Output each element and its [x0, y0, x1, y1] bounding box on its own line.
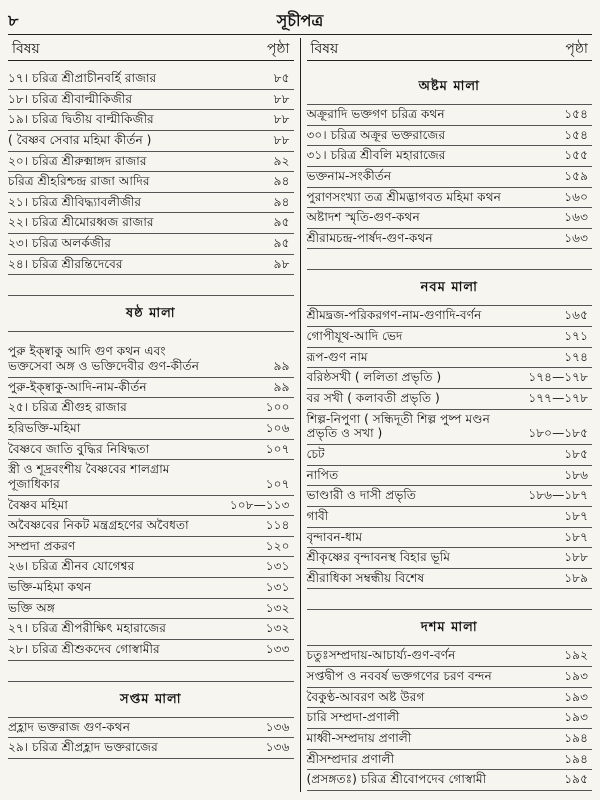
toc-entry [307, 105, 593, 126]
toc-entry-title: হরিভক্তি-মহিমা [8, 420, 81, 435]
toc-entry-page: ৮৮ [273, 132, 290, 147]
toc-entry [8, 213, 294, 234]
toc-entry-title: ২৬। চরিত্র শ্রীনব যোগেশ্বর [8, 559, 135, 574]
toc-entry-title: গোপীযূথ-আদি ভেদ [306, 329, 403, 344]
toc-entry-page: ১৫৯ [564, 168, 588, 183]
toc-entry-title: ২৩। চরিত্র অলর্কজীর [8, 236, 111, 251]
right-column-header [307, 38, 593, 61]
toc-entry-title: নাপিত [306, 467, 339, 482]
toc-entry-title: অবৈষ্ণবের নিকট মন্ত্রগ্রহণের অবৈধতা [8, 518, 189, 533]
toc-entry-title: পুরু ইক্ষ্বাকু আদি গুণ কথন এবং ভক্তসেবা অঙ্গ ও ভক্তিদেবীর গুণ-কীর্তন [8, 344, 199, 374]
toc-entry-page: ৯৯ [273, 359, 290, 374]
toc-entry [8, 516, 294, 537]
toc-entry [8, 131, 294, 152]
toc-entry-page: ১৯২ [564, 648, 588, 663]
toc-entry [8, 378, 294, 399]
toc-entry [307, 229, 593, 250]
toc-entry-page: ১৮৬ [564, 467, 588, 482]
toc-entry-page: ১৩২ [265, 621, 290, 636]
toc-entry-title: ( বৈষ্ণব সেবার মহিমা কীর্তন ) [8, 132, 152, 147]
toc-entry-title: শিল্প-নিপুণা ( সন্ধিদূতী শিল্প পুষ্প মণ্ডন প্রভৃতি ও সখা ) [306, 411, 490, 441]
toc-entry-page: ১১৪ [265, 518, 290, 533]
toc-entry-title: ভক্তনাম-সংকীর্তন [306, 168, 392, 183]
toc-entry-title: চেট [306, 446, 325, 461]
toc-entry-page: ১৯৫ [564, 772, 588, 787]
page-number: ৮ [8, 10, 19, 30]
toc-entry [8, 342, 294, 377]
toc-entry-title: ৩১। চরিত্র শ্রীবলি মহারাজের [306, 148, 446, 163]
toc-entry-title: ১৯। চরিত্র দ্বিতীয় বাল্মীকিজীর [8, 112, 154, 127]
toc-entry-page: ১০৮—১১৩ [229, 497, 290, 512]
toc-entry-page: ১৩৬ [265, 740, 290, 755]
toc-entry-title: পুরু-ইক্ষ্বাকু-আদি-নাম-কীর্তন [8, 379, 147, 394]
toc-entry [307, 466, 593, 487]
toc-entry [8, 738, 294, 759]
toc-entry-page: ১৯৪ [564, 731, 588, 746]
toc-entry-page: ১৬৫ [564, 308, 588, 323]
toc-entry [307, 327, 593, 348]
toc-entry [8, 110, 294, 131]
toc-entry-page: ১৩৩ [265, 642, 290, 657]
toc-entry-title: (প্রসঙ্গতঃ) চরিত্র শ্রীবোপদেব গোস্বামী [306, 772, 487, 787]
toc-entry-page: ১৩১ [265, 559, 290, 574]
toc-entry-page: ১৮৭ [564, 529, 588, 544]
toc-entry-title: শ্রীরামচন্দ্র-পার্ষদ-গুণ-কথন [306, 230, 433, 245]
toc-entry [307, 646, 593, 667]
toc-entry [307, 688, 593, 709]
toc-entry [307, 667, 593, 688]
toc-list [307, 646, 593, 790]
toc-entry [307, 750, 593, 771]
toc-entry [8, 440, 294, 461]
toc-entry [8, 619, 294, 640]
toc-entry [307, 569, 593, 590]
toc-entry [8, 398, 294, 419]
toc-entry-page: ১৩২ [265, 600, 290, 615]
toc-entry-title: ভক্তি-মহিমা কথন [8, 580, 92, 595]
toc-entry [307, 507, 593, 528]
right-column [301, 38, 593, 792]
toc-entry-title: ২৭। চরিত্র শ্রীপরীক্ষিৎ মহারাজের [8, 621, 167, 636]
toc-entry-title: ২৫। চরিত্র শ্রীগুহ রাজার [8, 400, 127, 415]
toc-entry-page: ১৮৯ [564, 570, 588, 585]
toc-entry-title: বরিষ্ঠসখী ( ললিতা প্রভৃতি ) [306, 370, 442, 385]
toc-entry-page: ৯৯ [273, 379, 290, 394]
toc-entry-title: অক্রূরাদি ভক্তগণ চরিত্র কথন [306, 107, 445, 121]
toc-entry-page: ১৯৪ [564, 751, 588, 766]
section-heading: সপ্তম মালা [8, 682, 294, 718]
toc-entry-title: পুরাণসংখ্যা তত্র শ্রীমদ্ভাগবত মহিমা কথন [306, 189, 501, 204]
toc-entry [8, 172, 294, 193]
toc-entry-page: ১৭৪ [564, 349, 588, 364]
toc-entry-page: ১৭৪—১৭৮ [528, 370, 588, 385]
toc-entry-page: ১৮৫ [564, 446, 588, 461]
toc-list [307, 105, 593, 249]
toc-entry-page: ৯৪ [273, 194, 290, 209]
toc-entry [307, 708, 593, 729]
toc-entry [307, 126, 593, 147]
toc-entry-page: ১৮৮ [564, 550, 588, 565]
toc-entry-page: ১৬৩ [564, 230, 588, 245]
toc-entry-page: ১৫৫ [564, 148, 588, 163]
toc-entry-title: শ্রীরাধিকা সম্বন্ধীয় বিশেষ [306, 570, 425, 585]
toc-entry [8, 419, 294, 440]
toc-page [8, 8, 592, 792]
toc-entry [8, 496, 294, 517]
toc-entry-page: ১৮০—১৮৫ [528, 426, 588, 441]
toc-entry [8, 69, 294, 90]
toc-entry-title: ২৮। চরিত্র শ্রীশুকদেব গোস্বামীর [8, 642, 160, 657]
section-heading: অষ্টম মালা [307, 69, 593, 105]
toc-entry [8, 90, 294, 111]
left-column-header [8, 38, 294, 61]
toc-entry-page: ৯৫ [273, 215, 290, 230]
page-title: সূচীপত্র [276, 10, 324, 30]
page-label: পৃষ্ঠা [266, 41, 290, 57]
toc-list [8, 718, 294, 759]
toc-entry [8, 193, 294, 214]
toc-entry-page: ১৭১ [564, 329, 588, 344]
toc-list [307, 306, 593, 589]
section-heading: ষষ্ঠ মালা [8, 296, 294, 332]
toc-entry-page: ১৫৪ [564, 107, 588, 121]
toc-entry-title: ১৭। চরিত্র শ্রীপ্রাচীনবর্হি রাজার [8, 71, 157, 85]
toc-entry-title: বর সখী ( কলাবতী প্রভৃতি ) [306, 391, 440, 406]
toc-entry-title: চরিত্র শ্রীহরিশ্চন্দ্র রাজা আদির [8, 174, 150, 189]
toc-entry-title: চারি সম্প্রদা-প্রণালী [306, 710, 400, 725]
toc-entry [307, 729, 593, 750]
toc-entry-page: ১৮৬—১৮৭ [528, 488, 588, 503]
toc-entry-page: ১৬০ [564, 189, 588, 204]
toc-entry-page: ৯৫ [273, 236, 290, 251]
toc-entry-page: ১৭৭—১৭৮ [528, 391, 588, 406]
toc-entry [307, 445, 593, 466]
toc-entry-title: অষ্টাদশ স্মৃতি-গুণ-কথন [306, 210, 420, 225]
toc-entry-title: বৈষ্ণব মহিমা [8, 497, 68, 512]
toc-entry-page: ৯৮ [273, 256, 290, 271]
toc-entry-page: ১০৭ [265, 441, 290, 456]
toc-entry-title: চতুঃসম্প্রদায়-আচার্য্য-গুণ-বর্ণন [306, 648, 456, 663]
toc-entry [307, 348, 593, 369]
toc-entry [307, 528, 593, 549]
toc-entry-title: ৩০। চরিত্র অক্রূর ভক্তরাজের [306, 127, 446, 142]
toc-entry-title: ২২। চরিত্র শ্রীমোরধ্বজ রাজার [8, 215, 154, 230]
toc-list [8, 342, 294, 660]
toc-entry-page: ৯২ [273, 153, 290, 168]
toc-entry-title: শ্রীকৃষ্ণের বৃন্দাবনস্থ বিহার ভূমি [306, 550, 450, 565]
toc-entry-page: ১৯৩ [564, 689, 588, 704]
toc-entry-title: প্রহ্লাদ ভক্তরাজ গুণ-কথন [8, 719, 130, 734]
toc-entry-page: ১৯৩ [564, 710, 588, 725]
toc-entry [307, 548, 593, 569]
toc-entry-title: ২৪। চরিত্র শ্রীরন্তিদেবের [8, 256, 123, 271]
toc-entry-page: ১৩১ [265, 580, 290, 595]
toc-entry-title: ২৯। চরিত্র শ্রীপ্রহ্লাদ ভক্তরাজের [8, 740, 158, 755]
toc-entry [307, 770, 593, 791]
toc-entry [307, 486, 593, 507]
section-heading: দশম মালা [307, 610, 593, 646]
toc-entry [8, 460, 294, 495]
toc-entry [8, 152, 294, 173]
toc-entry-page: ১০৭ [265, 476, 290, 491]
toc-entry [8, 255, 294, 276]
toc-entry [8, 599, 294, 620]
toc-entry-title: বৈকুণ্ঠ-আবরণ অষ্ট উরগ [306, 689, 425, 704]
toc-entry-page: ১৬৩ [564, 210, 588, 225]
toc-entry-title: সম্প্রদা প্রকরণ [8, 538, 76, 553]
toc-entry [8, 718, 294, 739]
section-heading: নবম মালা [307, 270, 593, 306]
toc-entry-page: ৮৮ [273, 112, 290, 127]
toc-entry-title: বৃন্দাবন-ধাম [306, 529, 363, 544]
toc-entry-title: রূপ-গুণ নাম [306, 349, 368, 364]
toc-entry-page: ১৯৩ [564, 669, 588, 684]
toc-entry [307, 188, 593, 209]
toc-entry-title: মাধ্বী-সম্প্রদায় প্রণালী [306, 731, 412, 746]
toc-entry-title: শ্রীমদ্ব্রজ-পরিকরগণ-নাম-গুণাদি-বর্ণন [306, 308, 482, 323]
toc-list [8, 69, 294, 275]
toc-entry [307, 167, 593, 188]
subject-label: বিষয় [12, 41, 40, 57]
toc-entry-title: বৈষ্ণবে জাতি বুদ্ধির নিষিদ্ধতা [8, 441, 150, 456]
toc-entry [307, 208, 593, 229]
subject-label: বিষয় [310, 41, 339, 57]
toc-entry-page: ৯৪ [273, 174, 290, 189]
toc-entry-page: ১২০ [265, 538, 290, 553]
toc-entry-page: ১০৬ [265, 420, 290, 435]
toc-entry [307, 146, 593, 167]
toc-entry-page: ১৮৭ [564, 508, 588, 523]
toc-entry-page: ১০০ [265, 400, 290, 415]
toc-entry-title: সপ্তদ্বীপ ও নববর্ষ ভক্তগণের চরণ বন্দন [306, 669, 492, 684]
toc-entry [8, 578, 294, 599]
toc-entry-title: ভক্তি অঙ্গ [8, 600, 55, 615]
toc-entry-title: স্ত্রী ও শূদ্রবংশীয় বৈষ্ণবের শালগ্রাম পূজাধিকার [8, 462, 170, 491]
toc-entry [307, 389, 593, 410]
toc-entry-title: ২১। চরিত্র শ্রীবিদ্ধ্যাবলীজীর [8, 194, 142, 209]
toc-entry [8, 234, 294, 255]
toc-entry [8, 557, 294, 578]
toc-entry [307, 306, 593, 327]
toc-entry-title: ভাণ্ডারী ও দাসী প্রভৃতি [306, 488, 417, 503]
toc-entry [8, 640, 294, 661]
page-label: পৃষ্ঠা [565, 41, 588, 57]
toc-entry-page: ৮৮ [273, 91, 290, 106]
toc-entry [307, 410, 593, 445]
toc-entry [307, 368, 593, 389]
toc-entry-page: ১৩৬ [265, 719, 290, 734]
toc-entry-title: শ্রীসম্প্রদার প্রণালী [306, 751, 395, 766]
toc-entry-title: ২০। চরিত্র শ্রীরুক্মাঙ্গদ রাজার [8, 153, 147, 168]
toc-entry-page: ৮৫ [273, 71, 290, 85]
toc-entry-title: গাবী [306, 508, 329, 523]
toc-entry-page: ১৫৪ [564, 127, 588, 142]
left-column [8, 38, 301, 792]
toc-entry [8, 537, 294, 558]
page-header [8, 8, 592, 35]
toc-entry-title: ১৮। চরিত্র শ্রীবাল্মীকিজীর [8, 91, 133, 106]
